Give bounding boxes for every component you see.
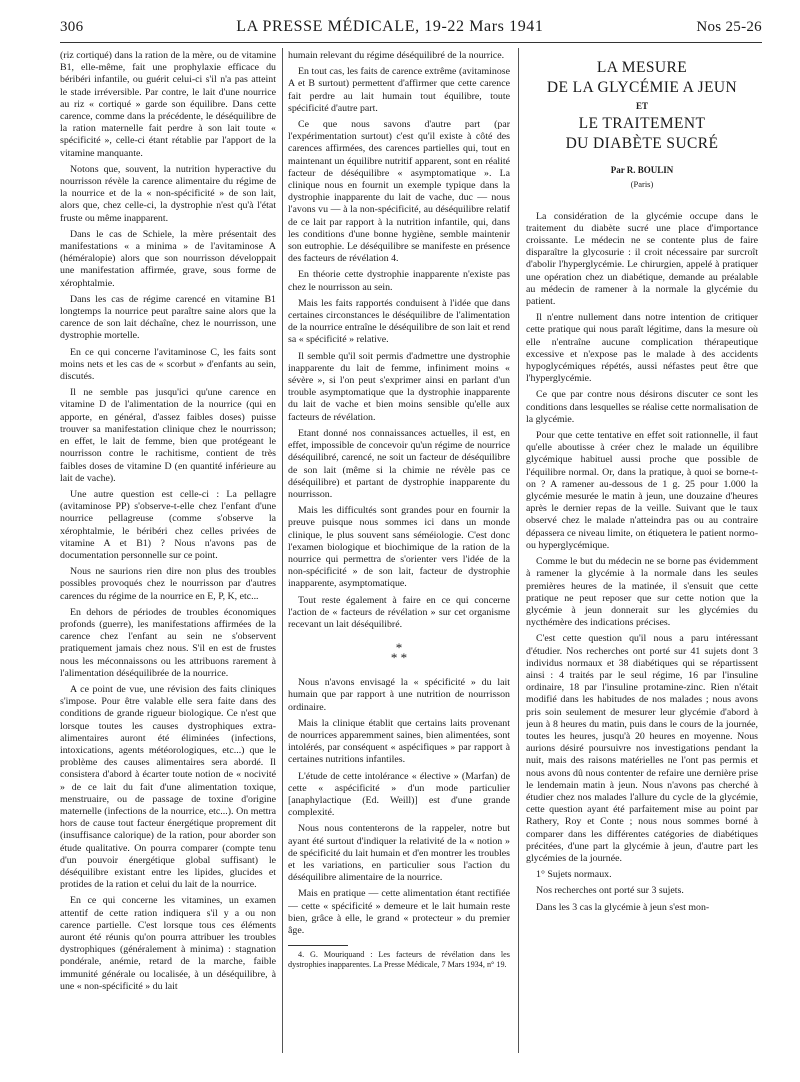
- paragraph: En théorie cette dystrophie inapparente n'existe pas chez le nourrisson au sein.: [288, 269, 510, 293]
- paragraph: Nous ne saurions rien dire non plus des troubles possibles provoqués chez le nourrisson par d'autres carences du régime de la nourrice en E, P, K, etc...: [60, 566, 276, 602]
- paragraph: humain relevant du régime déséquilibré de la nourrice.: [288, 50, 505, 61]
- paragraph: Une autre question est celle-ci : La pellagre (avitaminose PP) s'observe-t-elle chez l'enfant d'une nourrice pellagreuse (comme s'observe la xérophtalmie, le béribéri chez celles privées de vitamine A et B1) ? Nous n'avons pas de documentation personnelle sur ce point.: [60, 488, 276, 561]
- paragraph: Notons que, souvent, la nutrition hyperactive du nourrisson révèle la carence alimentaire du régime de la nourrice et de la « non-spécificité » de son lait, alors que, chez celle-ci, la dystrophie n'est qu'à l'état fruste ou même inapparent.: [60, 163, 276, 224]
- paragraph: Ce que par contre nous désirons discuter ce sont les conditions dans lesquelles se réalise cette normalisation de la glycémie.: [526, 389, 758, 425]
- article-title-line: LE TRAITEMENT: [578, 115, 706, 133]
- paragraph: Etant donné nos connaissances actuelles, il est, en effet, impossible de concevoir qu'un régime de nourrice déséquilibré, carencé, ne soit un facteur de déséquilibre de son lait (même si la chimie ne révèle pas ce déséquilibre) et partant de dystrophie inapparente du nourrisson.: [288, 427, 510, 500]
- article-title-line: LA MESURE: [596, 59, 688, 76]
- paragraph: Mais en pratique — cette alimentation étant rectifiée — cette « spécificité » demeure et le lait humain reste bien, grâce à elle, le grand « protecteur » du premier âge.: [288, 888, 510, 936]
- paragraph: Nos recherches ont porté sur 3 sujets.: [536, 885, 684, 897]
- article-title-conjunction: ET: [635, 101, 648, 111]
- paragraph: Comme le but du médecin ne se borne pas évidemment à ramener la glycémie à la normale dans les seules premières heures de la matinée, il s'ensuit que cette pratique ne peut reposer que sur cette notion que la glycémie à jeun donnerait sur les glycémies du nycthémère des indications précises.: [526, 556, 758, 629]
- paragraph: Mais les difficultés sont grandes pour en fournir la preuve puisque nous sommes ici dans un monde clinique, le plus souvent sans séméiologie. C'est donc l'examen biologique et biochimique de la ration de la nourrice qui permettra de s'orienter vers l'idée de la non-spécificité » de son lait, facteur de dystrophie inapparente, asymptomatique.: [288, 505, 510, 590]
- paragraph: Dans les 3 cas la glycémie à jeun s'est mon-: [536, 901, 710, 913]
- column-2: [288, 50, 510, 1070]
- paragraph: Ce que nous savons d'autre part (par l'expérimentation surtout) c'est qu'il existe à côté des carences affirmées, des carences partielles qui, tout en maintenant un équilibre nutritif apparent, sont en réalité facteur de déséquilibre « asymptomatique ». La clinique nous en fournit un exemple typique dans la dystrophie inapparente du lait de vache, duc — nous l'avons vu — à la non-spécificité, au déséquilibre relatif de ce lait par rapport à la nutrition infantile, qui, dans les conditions d'une bonne hygiène, semble maintenir son eutrophie. Le déséquilibre se manifeste en présence des facteurs de révélation 4.: [288, 119, 510, 265]
- article-author: Par R. BOULIN: [610, 165, 674, 176]
- paragraph: En ce qui concerne l'avitaminose C, les faits sont moins nets et les cas de « scorbut » d'enfants au sein, discutés.: [60, 346, 276, 383]
- paragraph: Il n'entre nullement dans notre intention de critiquer cette pratique qui nous paraît légitime, dans la mesure où elle n'entraîne aucune complication thérapeutique excessive et n'expose pas le malade à des accidents hypoglycémiques répétés, aussi néfastes peut être que l'hyperglycémie.: [526, 312, 758, 385]
- header-rule: [60, 42, 762, 43]
- journal-title: LA PRESSE MÉDICALE, 19-22 Mars 1941: [236, 18, 544, 35]
- paragraph: Dans le cas de Schiele, la mère présentait des manifestations « a minima » de l'avitaminose A (héméralopie) alors que son nourrisson développait une manifestation affirmée, grave, sous forme de xérophtalmie.: [60, 228, 276, 289]
- article-title-line: DU DIABÈTE SUCRÉ: [565, 135, 719, 153]
- article-title-line: DE LA GLYCÉMIE A JEUN: [546, 79, 738, 96]
- column-3: [526, 50, 758, 1070]
- paragraph: Il ne semble pas jusqu'ici qu'une carence en vitamine D de l'alimentation de la nourrice (qui en apporte, en général, d'assez faibles doses) puisse trouver sa manifestation clinique chez le nourrisson; en effet, le lait de femme, bien que protégeant le nourrisson contre le rachitisme, contient de très faibles doses de vitamine D (en quantité inférieure au lait de vache).: [60, 387, 276, 484]
- paragraph: L'étude de cette intolérance « élective » (Marfan) de cette « aspécificité » d'un mode particulier [anaphylactique (Ed. Weill)] est d'une grande complexité.: [288, 770, 510, 819]
- article-title: [526, 114, 758, 154]
- issue-number: Nos 25-26: [696, 19, 762, 35]
- column-divider: [282, 48, 283, 1053]
- paragraph: Nous n'avons envisagé la « spécificité » du lait humain que par rapport à une nutrition de nourrisson ordinaire.: [288, 677, 510, 713]
- paragraph: Mais la clinique établit que certains laits provenant de nourrices apparemment saines, bien alimentées, sont intolérés, par conséquent « aspécifiques » par rapport à certaines nutritions infantiles.: [288, 717, 510, 766]
- footnote-rule: [288, 945, 348, 946]
- paragraph: En tout cas, les faits de carence extrême (avitaminose A et B surtout) permettent d'affirmer que cette carence fait perdre au lait humain tout équilibre, toute spécificité d'autre part.: [288, 66, 510, 114]
- paragraph: A ce point de vue, une révision des faits cliniques s'impose. Pour être valable elle sera faite dans des conditions de grande rigueur biologique. Ce n'est que lorsque toutes les causes dystrophiques extra-alimentaires auront été éliminées (infections, intoxications, agents météorologiques, etc...) que le problème des causes alimentaires sera abordé. Il consistera d'abord à écarter toute notion de « nocivité » de ce lait du fait d'une alimentation toxique, menstruaire, ou de passage de toxine d'origine maternelle (infections de la nourrice, etc...). On mettra hors de cause tout facteur énergétique proprement dit (insuffisance calorique) de la ration, pour aborder son étude qualitative. On pourra comparer (compte tenu d'un pouvoir énergétique global suffisant) le déséquilibre existant entre les lipides, glucides et protides de la ration et celui du lait de la nourrice.: [60, 683, 276, 891]
- paragraph: Mais les faits rapportés conduisent à l'idée que dans certaines circonstances le déséquilibre de l'alimentation de la nourrice entraîne le déséquilibre de son lait et rend sa « spécificité » relative.: [288, 297, 510, 346]
- paragraph: Pour que cette tentative en effet soit rationnelle, il faut qu'elle aboutisse à créer chez le malade un équilibre glycémique habituel aussi proche que possible de l'équilibre normal. Or, dans la pratique, à quoi se borne-t-on ? A ramener au-dessous de 1 g. 25 pour 1.000 la glycémie mesurée le matin à jeun, une douzaine d'heures après le dernier repas de la veille. Suivant que le taux observé chez le malade n'atteindra pas ou au contraire dépassera ce niveau limite, on étiquetera le patient normo- ou hyperglycémique.: [526, 430, 758, 551]
- page-header: [60, 18, 762, 42]
- paragraph: La considération de la glycémie occupe dans le traitement du diabète sucré une place d'importance croissante. Le médecin ne se contente plus de faire disparaître la glycosurie : il croit nécessaire par surcroît d'abolir l'hyperglycémie. Le chirurgien, appelé à pratiquer une opération chez un diabétique, demande au préalable au médecin de ramener à la normale la glycémie du patient.: [526, 210, 758, 308]
- section-separator: * * *: [390, 640, 408, 666]
- article-location: (Paris): [630, 179, 654, 190]
- column-1: [60, 50, 276, 1070]
- paragraph: Nous nous contenterons de la rappeler, notre but ayant été surtout d'indiquer la relativité de la « notion » de spécificité du lait humain et d'en montrer les troubles et les variations, en particulier sous l'action du déséquilibre alimentaire de la nourrice.: [288, 823, 510, 884]
- subheading: 1° Sujets normaux.: [536, 869, 612, 881]
- paragraph: Dans les cas de régime carencé en vitamine B1 longtemps la nourrice peut paraître saine alors que la carence de son lait déchaîne, chez le nourrisson, une dystrophie mortelle.: [60, 293, 276, 342]
- paragraph: En ce qui concerne les vitamines, un examen attentif de cette ration indiquera s'il y a ou non carence partielle. C'est lorsque tous ces éléments auront été réunis qu'on pourra attribuer les troubles dystrophiques (généralement à minima) : stagnation pondérale, anémie, retard de la marche, faible immunité générale ou localisée, à un déséquilibre, à une « non-spécificité » du lait: [60, 895, 276, 992]
- paragraph: Il semble qu'il soit permis d'admettre une dystrophie inapparente du lait de femme, infiniment moins « sévère », si l'on peut s'exprimer ainsi en parlant d'un trouble asymptomatique que la dystrophie inapparente du lait de vache et bien moins sensible qu'elle aux facteurs de révélation.: [288, 350, 510, 423]
- footnote: 4. G. Mouriquand : Les facteurs de révélation dans les dystrophies inapparentes. La Presse Médicale, 7 Mars 1934, n° 19.: [288, 950, 510, 970]
- paragraph: En dehors de périodes de troubles économiques profonds (guerre), les manifestations affirmées de la carence chez l'enfant au sein ne s'observent pratiquement jamais chez nous. S'il en est de frustes nous les méconnaissons ou les attribuons rarement à l'alimentation déséquilibrée de la nourrice.: [60, 606, 276, 679]
- article-title: [526, 58, 758, 98]
- column-divider: [518, 48, 519, 1053]
- paragraph: (riz cortiqué) dans la ration de la mère, ou de vitamine B1, elle-même, fait une prophylaxie efficace du béribéri infantile, ou guérit celui-ci s'il n'a pas atteint le stade irréversible. Par contre, le lait d'une nourrice au riz « cortiqué » garde son équilibre. Dans cette carence, comme dans la précédente, le déséquilibre de la ration maternelle fait perdre à son lait toute « spécificité », celle-ci étant rétablie par l'apport de la vitamine manquante.: [60, 50, 276, 159]
- paragraph: C'est cette question qu'il nous a paru intéressant d'étudier. Nos recherches ont porté sur 41 sujets dont 3 individus normaux et 38 diabétiques qui se répartissent ainsi : 4 traités par le seul régime, 16 par l'insuline ordinaire, 18 par l'insuline protamine-zinc. Rien n'était modifié dans les habitudes de nos malades ; nous avons pris soin seulement de mesurer leur glycémie d'abord à jeun à 8 heures du matin, puis dans le cours de la journée, toutes les heures, jusqu'à 20 heures en moyenne. Nous aurions désiré poursuivre nos investigations pendant la nuit, mais des raisons matérielles ne l'ont pas permis et nous avons dû nous contenter de refaire une dernière prise le lendemain matin à jeun. Nous n'avons pas cherché à étudier chez nos malades l'allure du cycle de la glycémie, cette question ayant été parfaitement mise au point par Rathery, Roy et Conte ; nous nous sommes borné à comparer dans les différentes catégories de diabétiques précitées, d'une part la glycémie à jeun, d'autre part les glycémies de la journée.: [526, 633, 758, 864]
- paragraph: Tout reste également à faire en ce qui concerne l'action de « facteurs de révélation » sur cet organisme recevant un lait déséquilibré.: [288, 594, 510, 630]
- page-number: 306: [60, 19, 84, 35]
